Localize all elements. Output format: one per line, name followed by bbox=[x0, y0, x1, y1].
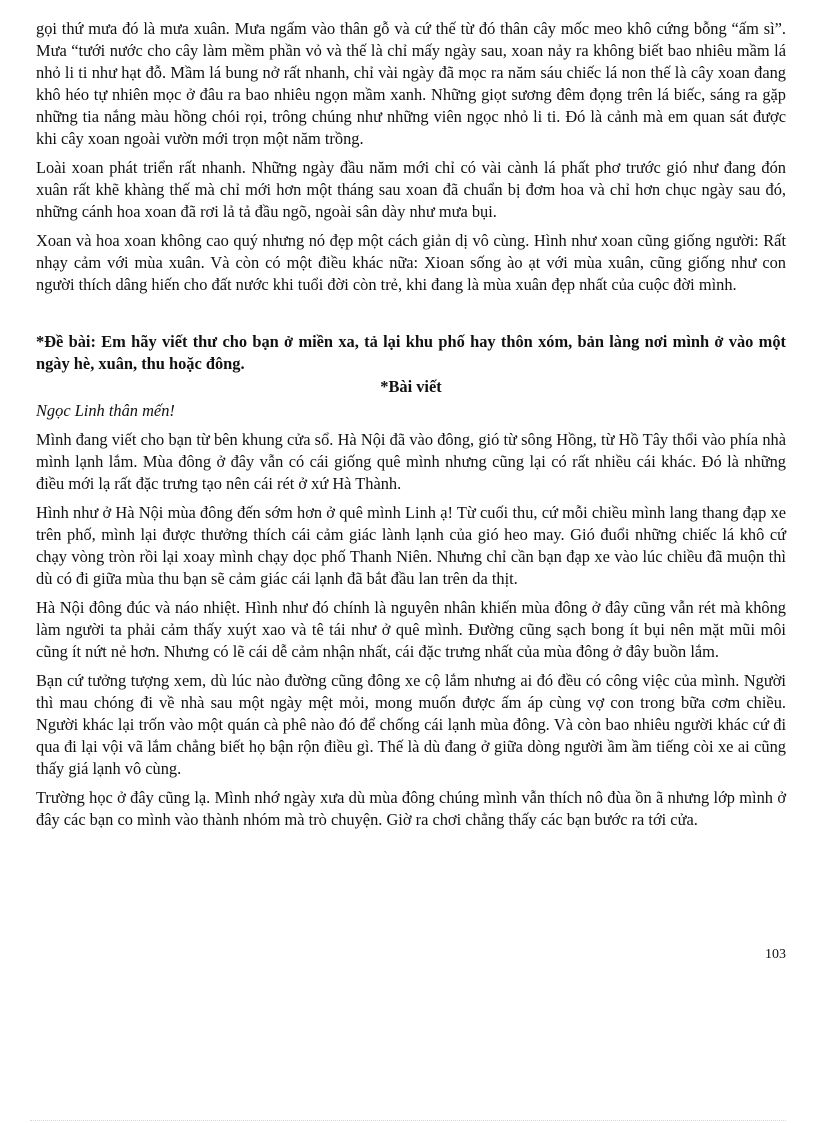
letter-paragraph-4: Bạn cứ tưởng tượng xem, dù lúc nào đường cũng đông xe cộ lắm nhưng ai đó đều có công việc của mình. Người thì mau chóng đi về nhà sau một ngày mệt mỏi, mong muốn được ấm áp cùng vợ con trong bữa cơm chiều. Người khác lại trốn vào một quán cà phê nào đó để chống cái lạnh mùa đông. Và còn bao nhiêu người khác cứ đi qua đi lại vội vã lắm chẳng biết họ bận rộn điều gì. Thế là dù đang ở giữa dòng người ầm ầm tiếng còi xe ai cũng thấy giá lạnh vô cùng. bbox=[36, 671, 786, 778]
letter-paragraph-3: Hà Nội đông đúc và náo nhiệt. Hình như đó chính là nguyên nhân khiến mùa đông ở đây cũng vẫn rét mà không làm người ta phải cảm thấy xuýt xao và tê tái như ở quê mình. Đường cũng sạch bong ít bụi nên mặt mũi môi cũng ít nứt nẻ hơn. Nhưng có lẽ cái dễ cảm nhận nhất, cái đặc trưng nhất của mùa đông ở đây buồn lắm. bbox=[36, 598, 786, 661]
page-bottom-divider bbox=[30, 1120, 786, 1121]
essay-heading: *Bài viết bbox=[380, 377, 442, 396]
letter-paragraph-2: Hình như ở Hà Nội mùa đông đến sớm hơn ở quê mình Linh ạ! Từ cuối thu, cứ mỗi chiều mình lang thang đạp xe trên phố, mình lại được thưởng thích cái cảm giác lành lạnh của gió heo may. Gió đuổi những chiếc lá khô cứ chạy vòng tròn rồi lại xoay mình chạy dọc phố Thanh Niên. Nhưng chỉ cần bạn đạp xe vào lúc chiều đã muộn thì dù có đi giữa mùa thu bạn sẽ cảm giác cái lạnh đã bắt đầu lan trên da thịt. bbox=[36, 503, 786, 588]
letter-greeting: Ngọc Linh thân mến! bbox=[36, 401, 175, 420]
section-spacer bbox=[36, 303, 786, 331]
letter-paragraph-5: Trường học ở đây cũng lạ. Mình nhớ ngày xưa dù mùa đông chúng mình vẫn thích nô đùa ồn ã nhưng lớp mình ở đây các bạn co mình vào thành nhóm mà trò chuyện. Giờ ra chơi chẳng thấy các bạn bước ra tới cửa. bbox=[36, 788, 786, 829]
intro-paragraph-1: gọi thứ mưa đó là mưa xuân. Mưa ngấm vào thân gỗ và cứ thế từ đó thân cây mốc meo khô cứng bỗng “ấm sì”. Mưa “tưới nước cho cây làm mềm phần vỏ và thế là chỉ mấy ngày sau, xoan nảy ra không biết bao nhiêu mầm lá nhỏ li ti như hạt đỗ. Mầm lá bung nở rất nhanh, chỉ vài ngày đã mọc ra năm sáu chiếc lá non thế là cây xoan đang khô héo tự nhiên mọc ở đâu ra bao nhiêu ngọn mầm xanh. Những giọt sương đêm đọng trên lá biếc, sáng ra gặp những tia nắng màu hồng chói rọi, trông chúng như những viên ngọc nhỏ li ti. Đó là cảnh mà em quan sát được khi cây xoan ngoài vườn mới trọn một năm trồng. bbox=[36, 19, 786, 148]
document-page bbox=[36, 18, 786, 838]
intro-paragraph-2: Loài xoan phát triển rất nhanh. Những ngày đầu năm mới chỉ có vài cành lá phất phơ trước gió như đang đón xuân rất khẽ khàng thế mà chỉ mới hơn một tháng sau xoan đã chuẩn bị đơm hoa và chỉ hơn chục ngày sau đó, những cánh hoa xoan đã rơi lả tả đầu ngõ, ngoài sân dày như mưa bụi. bbox=[36, 158, 786, 221]
page-number: 103 bbox=[765, 947, 786, 962]
letter-paragraph-1: Mình đang viết cho bạn từ bên khung cửa sổ. Hà Nội đã vào đông, gió từ sông Hồng, từ Hồ Tây thổi vào phía nhà mình lạnh lắm. Mùa đông ở đây vẫn có cái giống quê mình nhưng cũng lại có rất nhiều cái khác. Đó là những điều mới lạ rất đặc trưng tạo nên cái rét ở xứ Hà Thành. bbox=[36, 430, 786, 493]
essay-prompt: *Đề bài: Em hãy viết thư cho bạn ở miền xa, tả lại khu phố hay thôn xóm, bản làng nơi mình ở vào một ngày hè, xuân, thu hoặc đông. bbox=[36, 332, 786, 373]
intro-paragraph-3: Xoan và hoa xoan không cao quý nhưng nó đẹp một cách giản dị vô cùng. Hình như xoan cũng giống người: Rất nhạy cảm với mùa xuân. Và còn có một điều khác nữa: Xioan sống ào ạt với mùa xuân, cũng giống như con người thích dâng hiến cho đất nước khi tuổi đời còn trẻ, khi đang là mùa xuân đẹp nhất của cuộc đời mình. bbox=[36, 231, 786, 294]
